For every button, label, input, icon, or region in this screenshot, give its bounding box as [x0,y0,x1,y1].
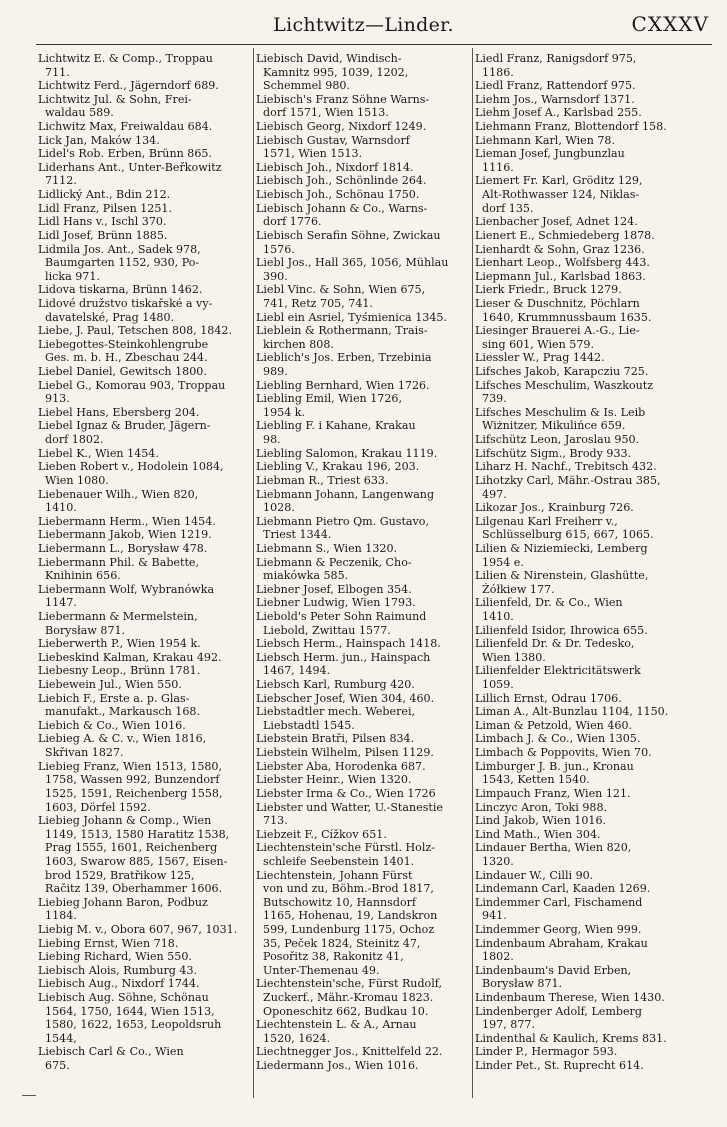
directory-entry-line: 1758, Wassen 992, Bunzendorf [38,773,220,787]
directory-entry-line: Lieberwerth P., Wien 1954 k. [38,637,201,651]
directory-entry-line: Triest 1344. [256,528,332,542]
directory-entry-line: Liebermann Jakob, Wien 1219. [38,528,212,542]
directory-entry-line: 1576. [256,242,295,256]
directory-entry-line: Baumgarten 1152, 930, Po- [38,256,200,270]
directory-entry-line: Liebisch Aug., Nixdorf 1744. [38,977,200,991]
directory-entry-line: 1165, Hohenau, 19, Landskron [256,909,438,923]
directory-entry-line: Liedl Franz, Rattendorf 975. [475,79,636,93]
directory-entry-line: 1603, Dörfel 1592. [38,800,151,814]
directory-entry-line: Lieben Robert v., Hodolein 1084, [38,460,224,474]
directory-entry-line: Lichtwitz Ferd., Jägerndorf 689. [38,79,219,93]
directory-entry-line: Lidové družstvo tiskařské a vy- [38,296,213,310]
directory-entry-line: Lindemmer Georg, Wien 999. [475,923,642,936]
directory-entry-line: 1186. [475,65,514,79]
directory-entry-line: Lichtwitz Jul. & Sohn, Frei- [38,92,192,106]
directory-entry-line: Liebing Richard, Wien 550. [38,950,192,964]
column-1 [38,52,250,1073]
directory-entry-line: Liebstein Bratři, Pilsen 834. [256,732,415,746]
directory-entry-line: 711. [38,65,70,79]
directory-entry-line: Lierk Friedr., Bruck 1279. [475,283,622,297]
directory-entry-line: Schlüsselburg 615, 667, 1065. [475,528,654,542]
directory-entry-line: Lidl Franz, Pilsen 1251. [38,201,172,215]
directory-entry-line: 7112. [38,174,77,188]
directory-entry-line: Butschowitz 10, Hannsdorf [256,895,417,909]
directory-entry-line: 1028. [256,501,295,515]
directory-entry-line: Liebling Bernhard, Wien 1726. [256,378,430,392]
directory-entry-line: Lienbacher Josef, Adnet 124. [475,215,638,229]
directory-entry-line: Liebermann Herm., Wien 1454. [38,514,216,528]
directory-entry-line: Lifschütz Sigm., Brody 933. [475,446,632,460]
directory-entry-line: Liebisch Joh., Schönlinde 264. [256,174,427,188]
directory-entry-line: waldau 589. [38,106,114,120]
directory-entry-line: Liebster Heinr., Wien 1320. [256,773,412,787]
directory-entry-line: 1954 k. [256,405,306,419]
column-3 [475,52,707,1073]
directory-entry-line: Liebisch Alois, Rumburg 43. [38,963,198,977]
directory-entry-line: Lindauer W., Cilli 90. [475,868,594,882]
directory-entry-line: Lieblein & Rothermann, Trais- [256,324,428,338]
directory-entry-line: 739. [475,392,507,406]
directory-entry-line: 1059. [475,678,514,692]
directory-entry-line: 941. [475,909,507,923]
directory-entry-line: 497. [475,487,507,501]
directory-entry-line: Liebel Hans, Ebersberg 204. [38,405,200,419]
directory-entry-line: Lienhart Leop., Wolfsberg 443. [475,256,650,270]
directory-entry-line: Liechtenstein, Johann Fürst [256,868,413,882]
directory-entry-line: Liesinger Brauerei A.-G., Lie- [475,324,640,338]
directory-entry-line: sing 601, Wien 579. [475,337,594,351]
directory-entry-line: 741, Retz 705, 741. [256,296,373,310]
directory-entry-line: davatelské, Prag 1480. [38,310,175,324]
directory-entry-line: Likozar Jos., Krainburg 726. [475,501,634,515]
directory-entry-line: dorf 1776. [256,215,322,229]
directory-entry-line: Liebsch Karl, Rumburg 420. [256,678,415,692]
directory-entry-line: Liebisch Johann & Co., Warns- [256,201,428,215]
directory-entry-line: Liebermann Wolf, Wybranówka [38,582,215,596]
directory-entry-line: Liebl Vinc. & Sohn, Wien 675, [256,283,426,297]
directory-entry-line: Liebisch Carl & Co., Wien [38,1045,184,1059]
directory-entry-line: Wien 1080. [38,473,109,487]
directory-entry-line: 1184. [38,909,77,923]
directory-entry-line: Liebisch Joh., Schönau 1750. [256,188,420,202]
directory-entry-line: dorf 1802. [38,433,104,447]
directory-entry-line: Lichwitz Max, Freiwaldau 684. [38,120,213,134]
page-number: CXXXV [631,12,709,36]
directory-entry-line: Lilien & Nirenstein, Glashütte, [475,569,649,583]
directory-entry-line: Lind Math., Wien 304. [475,827,601,841]
directory-entry-line: Lindenbaum Abraham, Krakau [475,936,648,950]
directory-entry-line: 35, Peček 1824, Steinitz 47, [256,936,421,950]
directory-entry-line: 599, Lundenburg 1175, Ochoz [256,923,435,936]
directory-entry-line: Prag 1555, 1601, Reichenberg [38,841,218,855]
directory-entry-line: 1580, 1622, 1653, Leopoldsruh [38,1018,222,1032]
directory-entry-line: Liebel K., Wien 1454. [38,446,159,460]
directory-entry-line: Lidmila Jos. Ant., Sadek 978, [38,242,201,256]
directory-entry-line: Lieman Josef, Jungbunzlau [475,147,625,161]
directory-entry-line: Kamnitz 995, 1039, 1202, [256,65,409,79]
directory-entry-line: Lienhardt & Sohn, Graz 1236. [475,242,645,256]
directory-entry-line: Limburger J. B. jun., Kronau [475,759,634,773]
directory-entry-line: Liebermann & Mermelstein, [38,609,198,623]
directory-entry-line: Lilienfeld Isidor, Ihrowica 655. [475,623,648,637]
directory-entry-line: Lihotzky Carl, Mähr.-Ostrau 385, [475,473,661,487]
directory-entry-line: Liebig M. v., Obora 607, 967, 1031. [38,923,238,936]
directory-entry-line: Lieblich's Jos. Erben, Trzebinia [256,351,432,365]
directory-entry-line: Liebmann S., Wien 1320. [256,541,398,555]
directory-entry-line: Liebster Aba, Horodenka 687. [256,759,426,773]
directory-entry-line: 1520, 1624. [256,1031,331,1045]
directory-entry-line: Liepmann Jul., Karlsbad 1863. [475,269,646,283]
directory-entry-line: 913. [38,392,70,406]
directory-entry-line: Alt-Rothwasser 124, Niklas- [475,188,640,202]
directory-entry-line: Liebling V., Krakau 196, 203. [256,460,420,474]
directory-entry-line: Lilgenau Karl Freiherr v., [475,514,618,528]
directory-entry-line: Lilien & Niziemiecki, Lemberg [475,541,648,555]
directory-entry-line: Lindenberger Adolf, Lemberg [475,1004,642,1018]
directory-entry-line: Liebel Daniel, Gewitsch 1800. [38,365,207,379]
directory-entry-line: 1410. [475,609,514,623]
directory-entry-line: Borysław 871. [38,623,126,637]
directory-entry-line: Liemert Fr. Karl, Gröditz 129, [475,174,643,188]
directory-entry-line: Liebling Salomon, Krakau 1119. [256,446,438,460]
directory-entry-line: Liebstadtl 1545. [256,718,355,732]
directory-entry-line: Liebisch David, Windisch- [256,52,402,65]
directory-entry-line: Liderhans Ant., Unter-Beřkowitz [38,160,222,174]
directory-entry-line: 1149, 1513, 1580 Haratitz 1538, [38,827,230,841]
directory-entry-line: Liebesny Leop., Brünn 1781. [38,664,201,678]
directory-entry-line: Skřivan 1827. [38,746,124,760]
directory-entry-line: Wiżnitzer, Mikulińce 659. [475,419,626,433]
directory-entry-line: Liebieg Franz, Wien 1513, 1580, [38,759,223,773]
directory-entry-line: Liharz H. Nachf., Trebitsch 432. [475,460,657,474]
directory-entry-line: Knihinin 656. [38,569,121,583]
directory-entry-line: Liebieg Johann & Comp., Wien [38,814,212,828]
directory-entry-line: Liebstadtler mech. Weberei, [256,705,416,719]
directory-entry-line: Lindemmer Carl, Fischamend [475,895,643,909]
directory-entry-line: Lifsches Meschulim & Is. Leib [475,405,646,419]
directory-entry-line: Liedermann Jos., Wien 1016. [256,1059,419,1073]
directory-entry-line: Wien 1380. [475,650,546,664]
directory-entry-line: Liebegottes-Steinkohlengrube [38,337,209,351]
directory-entry-line: Liebner Ludwig, Wien 1793. [256,596,416,610]
directory-entry-line: Lilienfeld, Dr. & Co., Wien [475,596,623,610]
directory-entry-line: Liebl Jos., Hall 365, 1056, Mühlau [256,256,449,270]
directory-entry-line: Posořitz 38, Rakonitz 41, [256,950,404,964]
directory-entry-line: 197, 877. [475,1018,535,1032]
directory-entry-line: kirchen 808. [256,337,334,351]
directory-entry-line: 1564, 1750, 1644, Wien 1513, [38,1004,215,1018]
directory-entry-line: Liebich F., Erste a. p. Glas- [38,691,190,705]
directory-entry-line: Lifsches Jakob, Karapcziu 725. [475,365,649,379]
directory-entry-line: Lienert E., Schmiedeberg 1878. [475,228,655,242]
directory-entry-line: Lifsches Meschulim, Waszkoutz [475,378,654,392]
directory-entry-line: 1954 e. [475,555,524,569]
directory-entry-line: Liehm Jos., Warnsdorf 1371. [475,92,635,106]
directory-entry-line: Liehmann Franz, Blottendorf 158. [475,120,667,134]
directory-entry-line: 989. [256,365,288,379]
directory-entry-line: 1147. [38,596,77,610]
directory-entry-line: Lidel's Rob. Erben, Brünn 865. [38,147,212,161]
directory-entry-line: 1410. [38,501,77,515]
directory-entry-line: Liessler W., Prag 1442. [475,351,605,365]
directory-entry-line: schleife Seebenstein 1401. [256,854,415,868]
directory-entry-line: 675. [38,1059,70,1073]
directory-entry-line: Liebisch Gustav, Warnsdorf [256,133,410,147]
directory-entry-line: Liebl ein Asriel, Tyśmienica 1345. [256,310,447,324]
directory-entry-line: Liebling F. i Kahane, Krakau [256,419,416,433]
directory-entry-line: 1603, Swarow 885, 1567, Eisen- [38,854,228,868]
page-title: Lichtwitz—Linder. [273,14,454,36]
directory-entry-line: Liebel Ignaz & Bruder, Jägern- [38,419,211,433]
directory-entry-line: Liebster und Watter, U.-Stanestie [256,800,443,814]
directory-entry-line: Liebster Irma & Co., Wien 1726 [256,786,436,800]
directory-entry-line: Lindenthal & Kaulich, Krems 831. [475,1031,667,1045]
directory-entry-line: Schemmel 980. [256,79,350,93]
directory-entry-line: Zuckerf., Mähr.-Kromau 1823. [256,991,434,1005]
directory-entry-line: Lidl Josef, Brünn 1885. [38,228,168,242]
directory-entry-line: 390. [256,269,288,283]
directory-entry-line: von und zu, Böhm.-Brod 1817, [256,882,434,896]
directory-entry-line: dorf 135. [475,201,534,215]
directory-entry-line: Liebmann Johann, Langenwang [256,487,435,501]
directory-entry-line: Żółkiew 177. [475,582,555,596]
directory-entry-line: Oponeschitz 662, Budkau 10. [256,1004,429,1018]
directory-entry-line: Liebich & Co., Wien 1016. [38,718,186,732]
directory-entry-line: Lindauer Bertha, Wien 820, [475,841,632,855]
directory-entry-line: Liebisch Serafin Söhne, Zwickau [256,228,441,242]
directory-entry-line: Liebmann Pietro Qm. Gustavo, [256,514,429,528]
directory-entry-line: Lidl Hans v., Ischl 370. [38,215,167,229]
directory-entry-line: Liebing Ernst, Wien 718. [38,936,179,950]
directory-entry-line: Lillich Ernst, Odrau 1706. [475,691,622,705]
directory-entry-line: Lind Jakob, Wien 1016. [475,814,607,828]
directory-entry-line: Linder Pet., St. Ruprecht 614. [475,1059,644,1073]
directory-entry-line: 1525, 1591, Reichenberg 1558, [38,786,223,800]
directory-entry-line: Liebermann L., Borysław 478. [38,541,208,555]
directory-entry-line: 1544, [38,1031,77,1045]
directory-entry-line: 98. [256,433,281,447]
directory-entry-line: Liehm Josef A., Karlsbad 255. [475,106,642,120]
directory-entry-line: Liebisch Aug. Söhne, Schönau [38,991,209,1005]
directory-entry-line: Liebman R., Triest 633. [256,473,389,487]
directory-entry-line: Liebenauer Wilh., Wien 820, [38,487,199,501]
directory-entry-line: 1467, 1494. [256,664,331,678]
directory-entry-line: Lidova tiskarna, Brünn 1462. [38,283,203,297]
directory-entry-line: Liebieg A. & C. v., Wien 1816, [38,732,207,746]
directory-entry-line: Liebisch Joh., Nixdorf 1814. [256,160,414,174]
directory-entry-line: Liebold, Zwittau 1577. [256,623,391,637]
directory-entry-line: Lindenbaum's David Erben, [475,963,632,977]
directory-entry-line: 1116. [475,160,514,174]
directory-entry-line: Lilienfeld Dr. & Dr. Tedesko, [475,637,635,651]
directory-entry-line: Lifschütz Leon, Jaroslau 950. [475,433,640,447]
directory-entry-line: Lilienfelder Elektricitätswerk [475,664,641,678]
directory-entry-line: Lichtwitz E. & Comp., Troppau [38,52,213,65]
directory-entry-line: Liman & Petzold, Wien 460. [475,718,633,732]
directory-entry-line: 1802. [475,950,514,964]
directory-entry-line: Liebmann & Peczenik, Cho- [256,555,412,569]
margin-mark [22,1095,36,1096]
directory-entry-line: Liebisch Georg, Nixdorf 1249. [256,120,427,134]
directory-entry-line: Liebscher Josef, Wien 304, 460. [256,691,435,705]
directory-entry-line: Borysław 871. [475,977,563,991]
directory-entry-line: 713. [256,814,288,828]
directory-entry-line: 1571, Wien 1513. [256,147,363,161]
directory-entry-line: Liebewein Jul., Wien 550. [38,678,182,692]
directory-entry-line: Lindemann Carl, Kaaden 1269. [475,882,651,896]
directory-entry-line: brod 1529, Bratřikow 125, [38,868,195,882]
directory-entry-line: dorf 1571, Wien 1513. [256,106,389,120]
directory-entry-line: Liedl Franz, Ranigsdorf 975, [475,52,637,65]
directory-entry-line: Linczyc Aron, Toki 988. [475,800,608,814]
directory-entry-line: Liebe, J. Paul, Tetschen 808, 1842. [38,324,232,338]
directory-entry-line: Liebold's Peter Sohn Raimund [256,609,427,623]
column-divider [472,48,473,1098]
directory-entry-line: miakówka 585. [256,569,349,583]
directory-entry-line: Lindenbaum Therese, Wien 1430. [475,991,665,1005]
directory-entry-line: Račitz 139, Oberhammer 1606. [38,882,223,896]
directory-entry-line: Liebling Emil, Wien 1726, [256,392,402,406]
directory-entry-line: 1640, Krummnussbaum 1635. [475,310,652,324]
directory-entry-line: Liebel G., Komorau 903, Troppau [38,378,226,392]
directory-entry-line: Liebieg Johann Baron, Podbuz [38,895,208,909]
directory-entry-line: Lick Jan, Maków 134. [38,133,160,147]
directory-entry-line: Liechtenstein'sche, Fürst Rudolf, [256,977,443,991]
directory-entry-line: Limbach & Poppovits, Wien 70. [475,746,652,760]
directory-entry-line: Liman A., Alt-Bunzlau 1104, 1150. [475,705,669,719]
directory-entry-line: Liechtnegger Jos., Knittelfeld 22. [256,1045,443,1059]
header-rule [36,44,712,45]
directory-entry-line: manufakt., Markausch 168. [38,705,200,719]
directory-entry-line: 1320. [475,854,514,868]
directory-entry-line: licka 971. [38,269,100,283]
directory-entry-line: Liechtenstein L. & A., Arnau [256,1018,417,1032]
directory-entry-line: Liebsch Herm. jun., Hainspach [256,650,431,664]
directory-entry-line: Liebzeit F., Cížkov 651. [256,827,387,841]
directory-entry-line: Liebsch Herm., Hainspach 1418. [256,637,441,651]
directory-entry-line: Lieser & Duschnitz, Pöchlarn [475,296,640,310]
directory-entry-line: Liebeskind Kalman, Krakau 492. [38,650,222,664]
directory-entry-line: Ges. m. b. H., Zbeschau 244. [38,351,208,365]
column-2 [256,52,468,1073]
directory-entry-line: 1543, Ketten 1540. [475,773,590,787]
directory-entry-line: Unter-Themenau 49. [256,963,380,977]
directory-entry-line: Liebisch's Franz Söhne Warns- [256,92,430,106]
directory-entry-line: Liebstein Wilhelm, Pilsen 1129. [256,746,434,760]
directory-entry-line: Linder P., Hermagor 593. [475,1045,618,1059]
directory-entry-line: Liebermann Phil. & Babette, [38,555,200,569]
directory-entry-line: Lidlický Ant., Bdin 212. [38,188,171,202]
directory-entry-line: Liehmann Karl, Wien 78. [475,133,616,147]
directory-entry-line: Liebner Josef, Elbogen 354. [256,582,412,596]
column-divider [253,48,254,1098]
directory-entry-line: Liechtenstein'sche Fürstl. Holz- [256,841,436,855]
directory-entry-line: Limpauch Franz, Wien 121. [475,786,631,800]
directory-entry-line: Limbach J. & Co., Wien 1305. [475,732,641,746]
